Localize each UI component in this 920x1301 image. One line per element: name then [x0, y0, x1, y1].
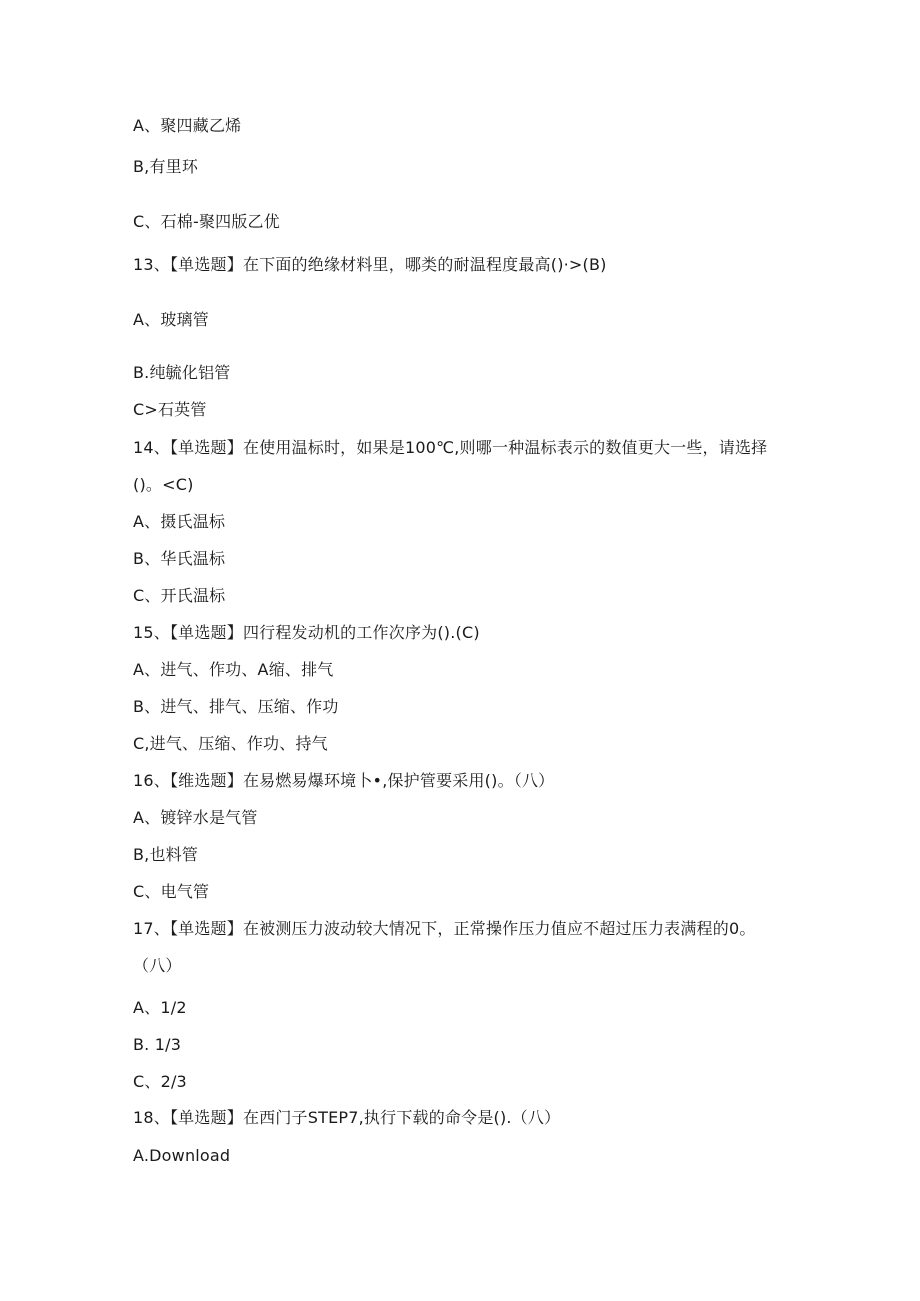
option-line: B、进气、排气、压缩、作功	[133, 697, 339, 716]
question-line: 14、【单选题】在使用温标时，如果是100℃,则哪一种温标表示的数值更大一些，请选择	[133, 438, 768, 457]
option-line: C,进气、压缩、作功、持气	[133, 734, 328, 753]
option-line: B,有里环	[133, 157, 199, 176]
option-line: C、开氏温标	[133, 586, 226, 605]
question-line: 16、【维选题】在易燃易爆环境卜•,保护管要采用()。（八）	[133, 771, 555, 790]
option-line: A、玻璃管	[133, 310, 209, 329]
question-line-continued: ()。<C)	[133, 475, 194, 494]
option-line: C、电气管	[133, 882, 210, 901]
option-line: B.纯毓化铝管	[133, 363, 231, 382]
option-line: A、镀锌水是气管	[133, 808, 258, 827]
option-line: C、石棉-聚四版乙优	[133, 212, 280, 231]
question-line-continued: （八）	[133, 956, 182, 975]
option-line: B,也料管	[133, 845, 199, 864]
option-line: B、华氏温标	[133, 549, 226, 568]
option-line: A.Download	[133, 1146, 231, 1165]
option-line: A、摄氏温标	[133, 512, 226, 531]
option-line: A、聚四藏乙烯	[133, 116, 242, 135]
question-line: 15、【单选题】四行程发动机的工作次序为().(C)	[133, 623, 480, 642]
option-line: A、1/2	[133, 998, 187, 1017]
option-line: C>石英管	[133, 400, 207, 419]
option-line: B. 1/3	[133, 1035, 182, 1054]
option-line: A、进气、作功、A缩、排气	[133, 660, 334, 679]
question-line: 13、【单选题】在下面的绝缘材料里，哪类的耐温程度最高()·>(B)	[133, 255, 607, 274]
option-line: C、2/3	[133, 1072, 187, 1091]
question-line: 17、【单选题】在被测压力波动较大情况下，正常操作压力值应不超过压力表满程的0。	[133, 919, 756, 938]
question-line: 18、【单选题】在西门子STEP7,执行下载的命令是().（八）	[133, 1108, 561, 1127]
